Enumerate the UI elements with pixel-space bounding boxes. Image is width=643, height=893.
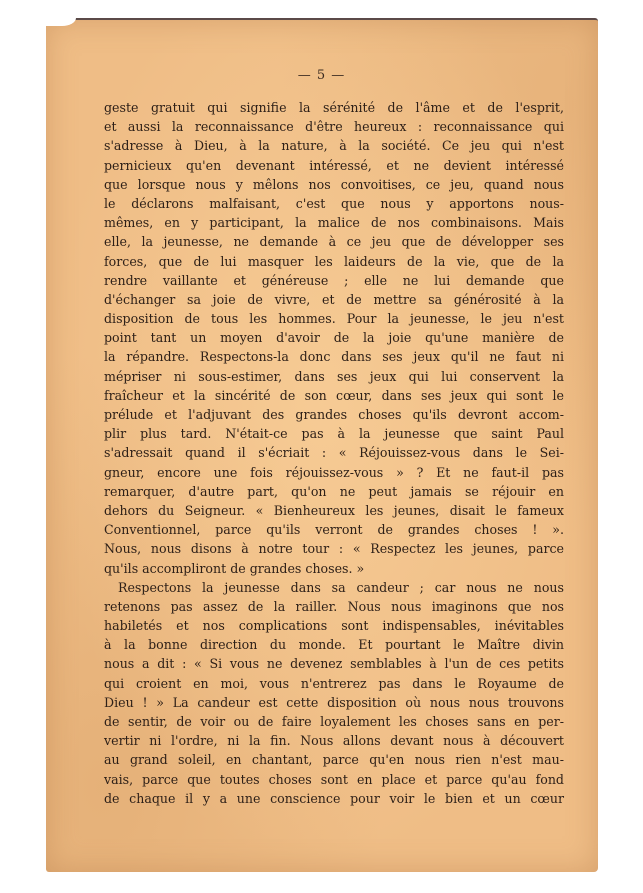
text-line: de chaque il y a une conscience pour voir le bien et un cœur bbox=[104, 790, 564, 806]
text-line: vertir ni l'ordre, ni la fin. Nous allons devant nous à découvert bbox=[104, 733, 564, 749]
text-line: disposition de tous les hommes. Pour la jeunesse, le jeu n'est bbox=[104, 311, 564, 327]
text-line: point tant un moyen d'avoir de la joie qu'une manière de bbox=[104, 330, 564, 346]
text-line: qui croient en moi, vous n'entrerez pas dans le Royaume de bbox=[104, 675, 564, 691]
text-line: mêmes, en y participant, la malice de nos combinaisons. Mais bbox=[104, 215, 564, 231]
text-line: forces, que de lui masquer les laideurs de la vie, que de la bbox=[104, 253, 564, 269]
text-line: gneur, encore une fois réjouissez-vous » ? Et ne faut-il pas bbox=[104, 464, 564, 480]
paragraph bbox=[104, 98, 564, 578]
paragraph bbox=[104, 578, 564, 808]
text-line: rendre vaillante et généreuse ; elle ne lui demande que bbox=[104, 272, 564, 288]
text-line: prélude et l'adjuvant des grandes choses qu'ils devront accom- bbox=[104, 407, 564, 422]
text-line: que lorsque nous y mêlons nos convoitises, ce jeu, quand nous bbox=[104, 176, 564, 192]
text-line: s'adressait quand il s'écriait : « Réjouissez-vous dans le Sei- bbox=[104, 445, 564, 461]
text-line: habiletés et nos complications sont indispensables, inévitables bbox=[104, 618, 564, 634]
text-line: s'adresse à Dieu, à la nature, à la société. Ce jeu qui n'est bbox=[104, 138, 564, 154]
text-line: au grand soleil, en chantant, parce qu'en nous rien n'est mau- bbox=[104, 752, 564, 768]
text-line: la répandre. Respectons-la donc dans ses jeux qu'il ne faut ni bbox=[104, 349, 564, 365]
text-line: le déclarons malfaisant, c'est que nous y apportons nous- bbox=[104, 195, 564, 211]
text-line: Dieu ! » La candeur est cette disposition où nous nous trouvons bbox=[104, 694, 564, 710]
text-line: retenons pas assez de la railler. Nous nous imaginons que nos bbox=[104, 598, 564, 614]
text-line: dehors du Seigneur. « Bienheureux les jeunes, disait le fameux bbox=[104, 502, 564, 518]
text-line: pernicieux qu'en devenant intéressé, et ne devient intéressé bbox=[104, 157, 564, 173]
text-line: Nous, nous disons à notre tour : « Respectez les jeunes, parce bbox=[104, 541, 564, 557]
text-line: Respectons la jeunesse dans sa candeur ; car nous ne nous bbox=[118, 579, 564, 595]
body-text bbox=[104, 98, 564, 808]
text-line: geste gratuit qui signifie la sérénité de l'âme et de l'esprit, bbox=[104, 100, 564, 115]
text-line: mépriser ni sous-estimer, dans ses jeux qui lui conservent la bbox=[104, 368, 564, 384]
text-line: d'échanger sa joie de vivre, et de mettre sa générosité à la bbox=[104, 291, 564, 307]
text-line: elle, la jeunesse, ne demande à ce jeu que de développer ses bbox=[104, 234, 564, 250]
text-line: et aussi la reconnaissance d'être heureux : reconnaissance qui bbox=[104, 119, 564, 135]
text-line: vais, parce que toutes choses sont en place et parce qu'au fond bbox=[104, 771, 564, 787]
text-line: fraîcheur et la sincérité de son cœur, dans ses jeux qui sont le bbox=[104, 387, 564, 403]
text-line: nous a dit : « Si vous ne devenez semblables à l'un de ces petits bbox=[104, 656, 564, 672]
text-line: qu'ils accompliront de grandes choses. » bbox=[104, 560, 365, 576]
text-line: de sentir, de voir ou de faire loyalement les choses sans en per- bbox=[104, 714, 564, 729]
text-line: à la bonne direction du monde. Et pourtant le Maître divin bbox=[104, 637, 564, 653]
text-line: plir plus tard. N'était-ce pas à la jeunesse que saint Paul bbox=[104, 426, 564, 442]
text-line: Conventionnel, parce qu'ils verront de grandes choses ! ». bbox=[104, 522, 564, 538]
page-number: — 5 — bbox=[297, 68, 346, 83]
text-line: remarquer, d'autre part, qu'on ne peut jamais se réjouir en bbox=[104, 483, 564, 499]
